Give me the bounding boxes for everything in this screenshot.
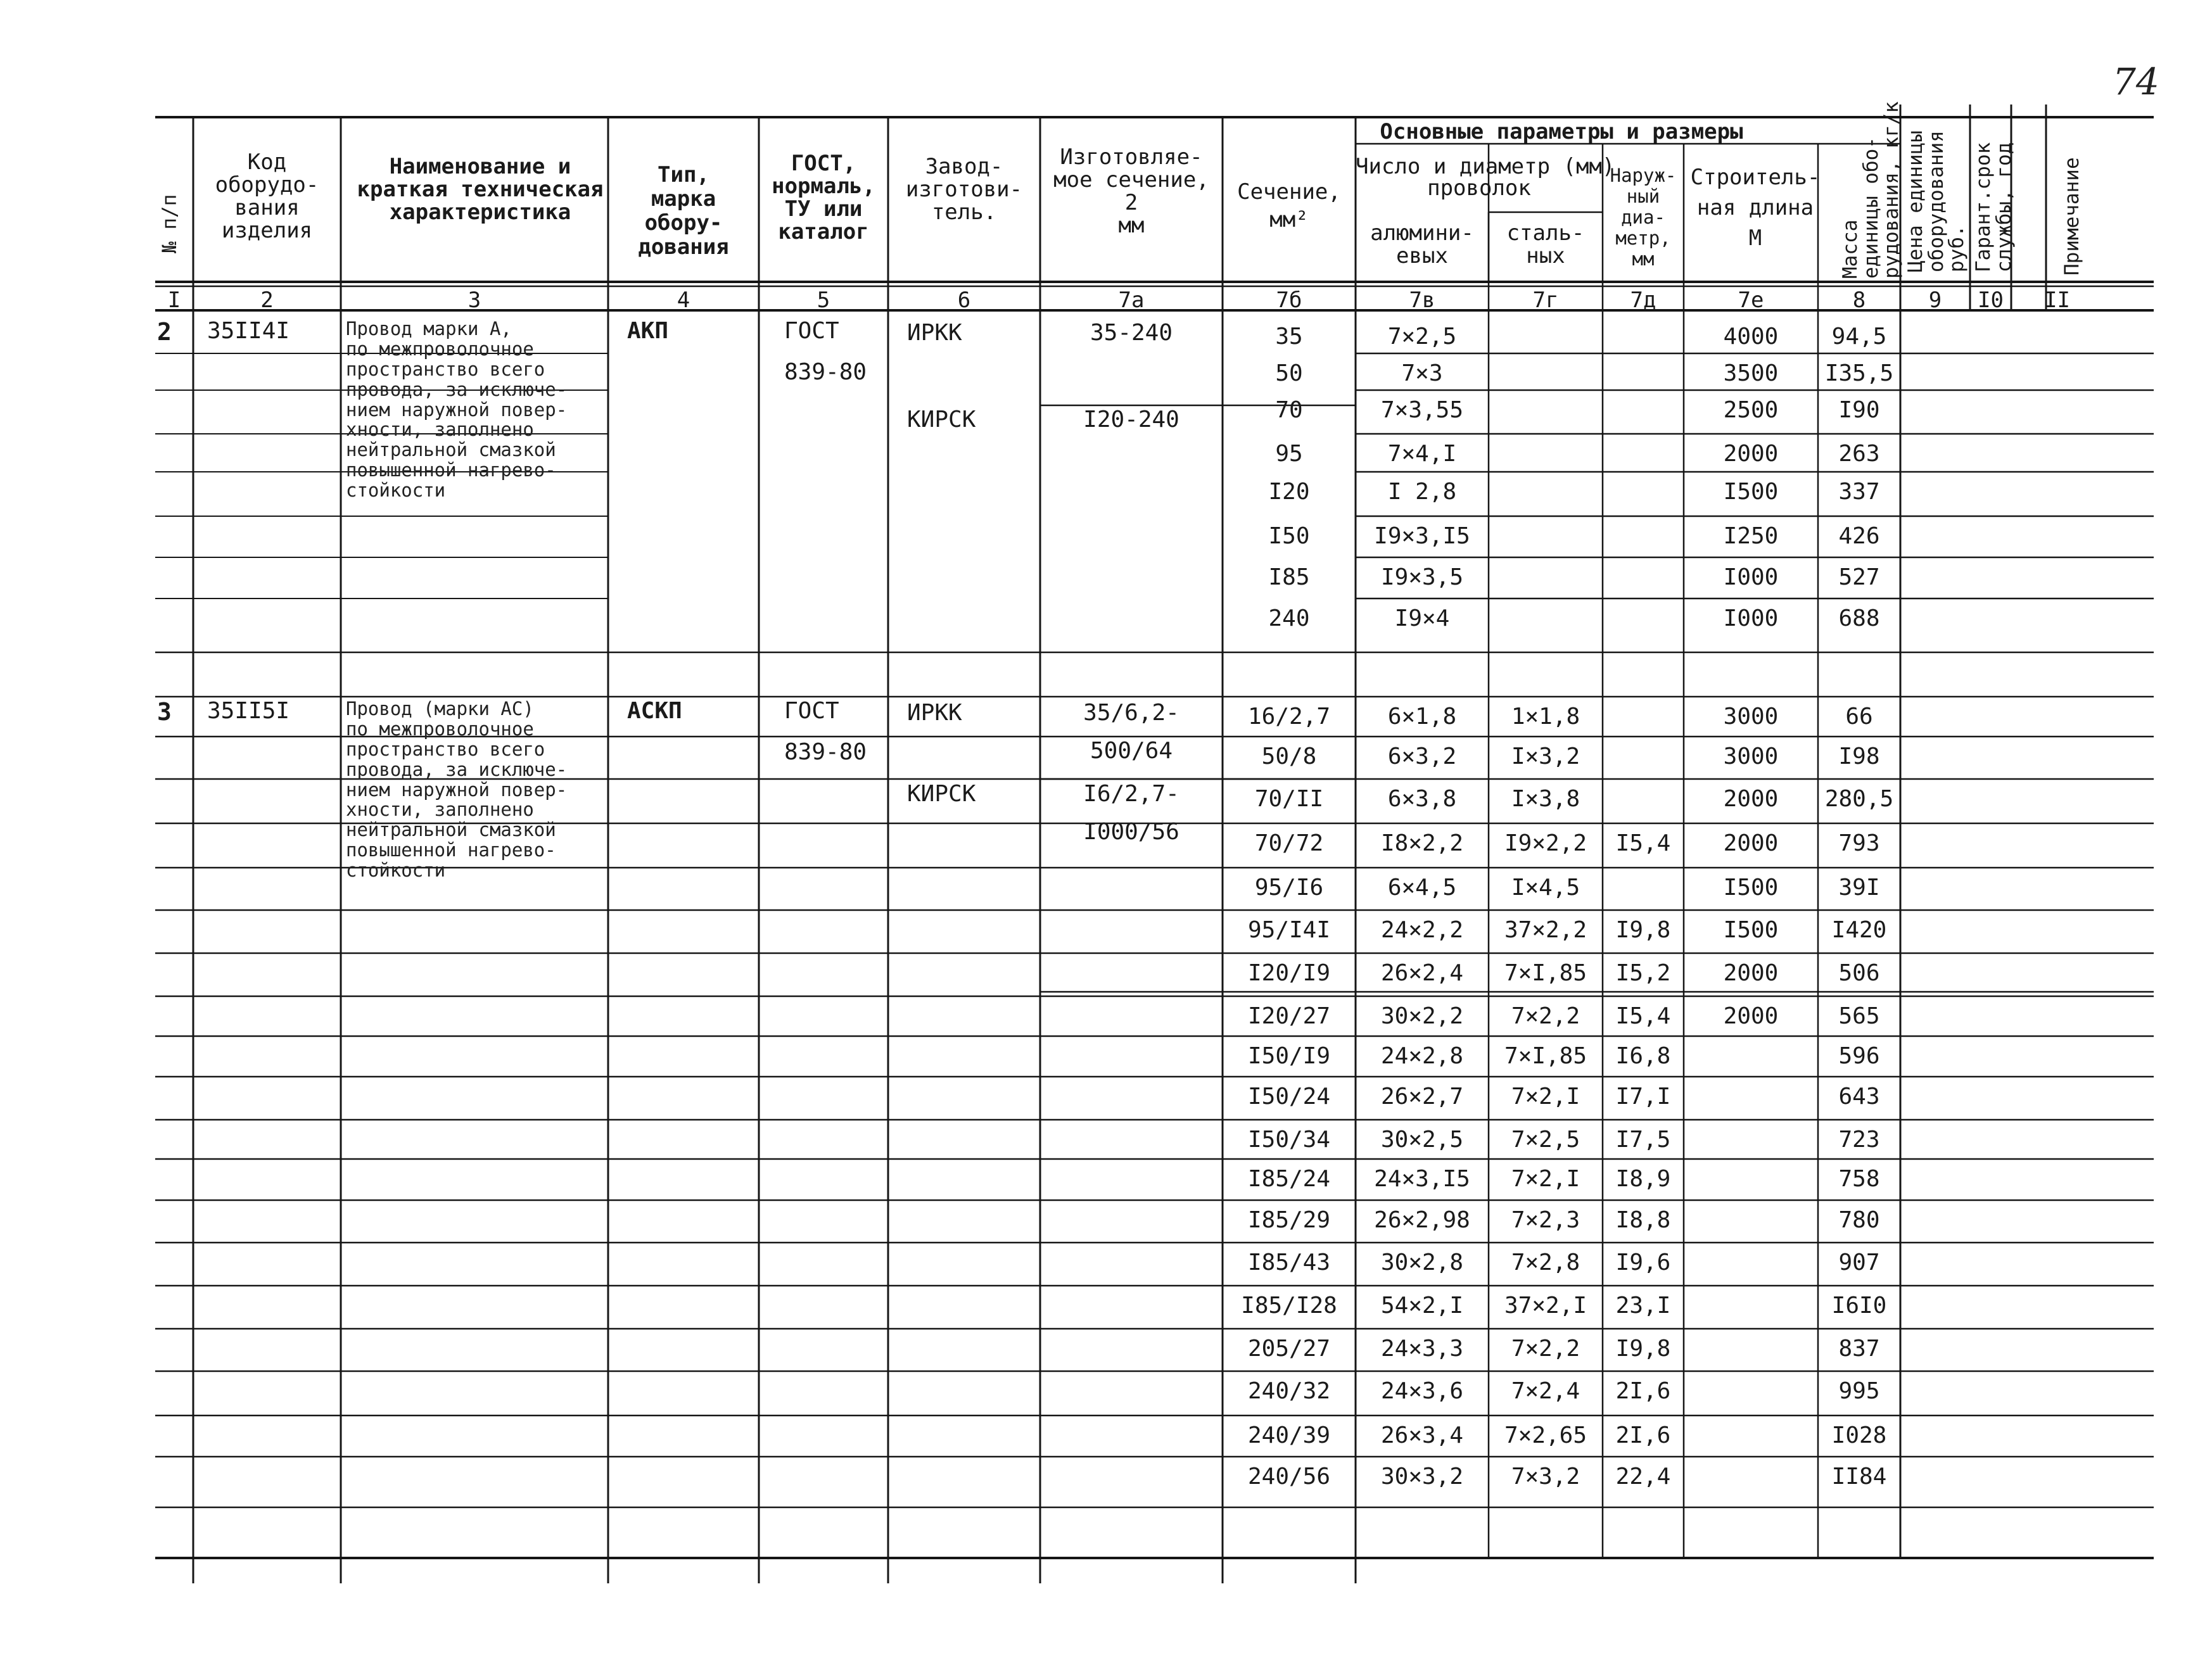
row-section: I50/34 — [1247, 1127, 1331, 1153]
row-alum-wires: 24×2,8 — [1380, 1043, 1464, 1069]
row-mass: II84 — [1831, 1464, 1887, 1490]
group1-factory: КИРСК — [907, 407, 976, 433]
header-build-length: ная длина — [1696, 195, 1814, 220]
column-number: 2 — [260, 288, 274, 313]
header-type: Тип, — [658, 162, 709, 187]
column-number: 7г — [1532, 288, 1559, 313]
group2-factory-range: I6/2,7- — [1083, 781, 1179, 807]
header-alum: евых — [1396, 243, 1448, 269]
row-alum-wires: 24×2,2 — [1380, 917, 1464, 943]
row-mass: 39I — [1838, 875, 1880, 901]
header-name: характеристика — [389, 200, 571, 225]
row-section: I85/43 — [1247, 1250, 1331, 1276]
group2-code: 35II5I — [207, 698, 290, 724]
row-section: 70 — [1275, 397, 1303, 423]
row-steel-wires: 7×2,2 — [1511, 1336, 1580, 1362]
header-alum: алюмини- — [1370, 220, 1474, 246]
row-alum-wires: 7×2,5 — [1387, 324, 1457, 350]
row-steel-wires: 7×2,65 — [1504, 1422, 1587, 1448]
row-section: 16/2,7 — [1247, 704, 1331, 730]
column-number: 4 — [677, 288, 690, 313]
row-mass: 94,5 — [1831, 324, 1887, 350]
header-factory: тель. — [931, 200, 997, 225]
row-mass: I98 — [1838, 744, 1880, 770]
row-build-length: 2000 — [1723, 441, 1779, 467]
row-section: 240/39 — [1247, 1422, 1331, 1448]
row-section: I20/I9 — [1247, 960, 1331, 986]
header-section-made: мое сечение, — [1053, 167, 1209, 193]
row-alum-wires: 26×2,4 — [1380, 960, 1464, 986]
header-build-length: М — [1748, 225, 1762, 251]
row-alum-wires: 6×3,8 — [1387, 786, 1457, 812]
row-mass: 723 — [1838, 1127, 1880, 1153]
row-section: I20 — [1268, 479, 1310, 505]
column-number: II — [2044, 288, 2070, 313]
row-alum-wires: I9×3,5 — [1380, 564, 1464, 590]
row-alum-wires: 6×3,2 — [1387, 744, 1457, 770]
column-number: 7а — [1118, 288, 1145, 313]
row-alum-wires: 6×1,8 — [1387, 704, 1457, 730]
group2-description: Провод (марки АС) по межпроволочное пространство всего провода, за исключе- нием наружной повер- хности, заполнено нейтральной смазкой повышенной нагрево- стойкости — [346, 698, 568, 882]
row-alum-wires: 24×3,I5 — [1374, 1166, 1470, 1192]
row-alum-wires: 7×4,I — [1387, 441, 1457, 467]
row-mass: 565 — [1838, 1003, 1880, 1029]
row-steel-wires: 7×2,3 — [1511, 1207, 1580, 1233]
header-name: Наименование и — [389, 154, 571, 179]
header-steel: сталь- — [1506, 220, 1585, 246]
group2-type: АСКП — [627, 698, 682, 724]
row-alum-wires: 30×3,2 — [1380, 1464, 1464, 1490]
header-section-made: 2 — [1124, 190, 1138, 215]
row-mass: 793 — [1838, 830, 1880, 856]
header-build-length: Строитель- — [1690, 165, 1821, 190]
header-code: оборудо- — [215, 172, 319, 198]
row-outer-diam: 23,I — [1615, 1293, 1671, 1319]
row-build-length: 2000 — [1723, 830, 1779, 856]
row-steel-wires: 7×2,8 — [1511, 1250, 1580, 1276]
row-mass: 337 — [1838, 479, 1880, 505]
page-number: 74 — [2113, 60, 2159, 103]
row-alum-wires: 54×2,I — [1380, 1293, 1464, 1319]
row-mass: 66 — [1845, 704, 1873, 730]
column-number: 6 — [957, 288, 971, 313]
row-outer-diam: 2I,6 — [1615, 1422, 1671, 1448]
group1-factory-range: I20-240 — [1083, 407, 1179, 433]
row-steel-wires: 7×2,2 — [1511, 1003, 1580, 1029]
row-section: 240/56 — [1247, 1464, 1331, 1490]
row-alum-wires: 26×2,98 — [1374, 1207, 1470, 1233]
row-section: I85/29 — [1247, 1207, 1331, 1233]
row-build-length: 3000 — [1723, 704, 1779, 730]
row-outer-diam: I6,8 — [1615, 1043, 1671, 1069]
row-steel-wires: 7×3,2 — [1511, 1464, 1580, 1490]
row-steel-wires: I×3,2 — [1511, 744, 1580, 770]
group2-number: 3 — [157, 698, 172, 726]
group1-gost: 839-80 — [784, 359, 867, 385]
row-mass: 780 — [1838, 1207, 1880, 1233]
row-mass: I420 — [1831, 917, 1887, 943]
row-build-length: I000 — [1723, 605, 1779, 631]
group1-description: Провод марки А, по межпроволочное пространство всего провода, за исключе- нием наружной повер- хности, заполнено нейтральной смазкой повышенной нагрево- стойкости — [346, 318, 568, 502]
row-outer-diam: I9,8 — [1615, 917, 1671, 943]
group1-factory-range: 35-240 — [1090, 320, 1173, 346]
header-num: № п/п — [158, 194, 181, 253]
row-mass: 263 — [1838, 441, 1880, 467]
row-alum-wires: 6×4,5 — [1387, 875, 1457, 901]
row-alum-wires: 30×2,5 — [1380, 1127, 1464, 1153]
row-outer-diam: I5,2 — [1615, 960, 1671, 986]
row-mass: 280,5 — [1824, 786, 1894, 812]
header-steel: ных — [1526, 243, 1565, 269]
row-build-length: I250 — [1723, 523, 1779, 549]
row-steel-wires: 1×1,8 — [1511, 704, 1580, 730]
row-mass: 995 — [1838, 1378, 1880, 1404]
header-section-made: мм — [1118, 213, 1145, 238]
row-section: 95/I4I — [1247, 917, 1331, 943]
group2-gost: 839-80 — [784, 739, 867, 765]
group2-gost: ГОСТ — [784, 698, 839, 724]
group2-factory-range: I000/56 — [1083, 819, 1179, 845]
row-alum-wires: I9×3,I5 — [1374, 523, 1470, 549]
row-outer-diam: I9,6 — [1615, 1250, 1671, 1276]
row-section: I50/24 — [1247, 1084, 1331, 1110]
row-steel-wires: 7×2,5 — [1511, 1127, 1580, 1153]
header-code: изделия — [221, 218, 313, 243]
row-section: I85 — [1268, 564, 1310, 590]
row-build-length: 2000 — [1723, 960, 1779, 986]
row-section: I85/24 — [1247, 1166, 1331, 1192]
row-outer-diam: I8,9 — [1615, 1166, 1671, 1192]
row-build-length: I000 — [1723, 564, 1779, 590]
row-alum-wires: 30×2,8 — [1380, 1250, 1464, 1276]
row-outer-diam: I5,4 — [1615, 830, 1671, 856]
header-section: Сечение, — [1237, 179, 1341, 205]
row-outer-diam: I8,8 — [1615, 1207, 1671, 1233]
header-main-params: Основные параметры и размеры — [1380, 119, 1743, 144]
row-build-length: I500 — [1723, 917, 1779, 943]
row-outer-diam: I9,8 — [1615, 1336, 1671, 1362]
row-alum-wires: I9×4 — [1394, 605, 1450, 631]
header-wires: Число и диаметр (мм) — [1356, 154, 1615, 179]
row-build-length: 2500 — [1723, 397, 1779, 423]
header-factory: Завод- — [925, 154, 1003, 179]
header-wires: проволок — [1427, 175, 1531, 201]
header-outer-diam: диа- — [1621, 206, 1665, 228]
header-warranty: Гарант.срок службы, год — [1972, 142, 2016, 272]
row-build-length: 3500 — [1723, 360, 1779, 386]
group2-factory: ИРКК — [907, 700, 962, 726]
row-mass: 506 — [1838, 960, 1880, 986]
row-build-length: 4000 — [1723, 324, 1779, 350]
header-type: марка — [651, 186, 716, 212]
row-mass: 426 — [1838, 523, 1880, 549]
row-alum-wires: 24×3,3 — [1380, 1336, 1464, 1362]
group1-factory: ИРКК — [907, 320, 962, 346]
row-steel-wires: 7×2,4 — [1511, 1378, 1580, 1404]
header-code: Код — [247, 149, 287, 175]
header-note: Примечание — [2061, 157, 2083, 276]
column-number: 9 — [1928, 288, 1942, 313]
column-number: 7в — [1409, 288, 1435, 313]
group2-factory: КИРСК — [907, 781, 976, 807]
column-number: 7е — [1738, 288, 1764, 313]
group1-gost: ГОСТ — [784, 318, 839, 344]
header-price: Цена единицы оборудования руб. — [1904, 130, 1969, 272]
row-section: 35 — [1275, 324, 1303, 350]
header-type: обору- — [644, 210, 723, 236]
column-number: 3 — [467, 288, 481, 313]
column-number: I0 — [1978, 288, 2004, 313]
row-build-length: I500 — [1723, 875, 1779, 901]
header-code: вания — [234, 195, 300, 220]
header-outer-diam: метр, — [1615, 227, 1671, 249]
row-mass: 596 — [1838, 1043, 1880, 1069]
row-outer-diam: 2I,6 — [1615, 1378, 1671, 1404]
column-number: 5 — [817, 288, 830, 313]
group2-factory-range: 35/6,2- — [1083, 700, 1179, 726]
column-number: 7д — [1630, 288, 1656, 313]
row-section: 240/32 — [1247, 1378, 1331, 1404]
row-outer-diam: 22,4 — [1615, 1464, 1671, 1490]
header-factory: изготови- — [905, 177, 1023, 202]
column-number: I — [167, 288, 181, 313]
column-number: 8 — [1852, 288, 1866, 313]
row-mass: 907 — [1838, 1250, 1880, 1276]
row-section: 70/II — [1254, 786, 1324, 812]
header-gost: нормаль, — [772, 174, 875, 199]
row-section: 95/I6 — [1254, 875, 1324, 901]
row-section: I85/I28 — [1241, 1293, 1337, 1319]
row-build-length: 3000 — [1723, 744, 1779, 770]
group1-number: 2 — [157, 318, 172, 346]
row-section: 50 — [1275, 360, 1303, 386]
row-outer-diam: I5,4 — [1615, 1003, 1671, 1029]
row-steel-wires: 7×2,I — [1511, 1166, 1580, 1192]
header-name: краткая техническая — [357, 177, 604, 202]
header-gost: ТУ или — [784, 196, 863, 222]
row-section: 50/8 — [1261, 744, 1317, 770]
group1-code: 35II4I — [207, 318, 290, 344]
row-steel-wires: I×4,5 — [1511, 875, 1580, 901]
row-mass: I35,5 — [1824, 360, 1894, 386]
group1-type: АКП — [627, 318, 669, 344]
row-outer-diam: I7,I — [1615, 1084, 1671, 1110]
row-mass: 527 — [1838, 564, 1880, 590]
header-outer-diam: ный — [1626, 186, 1660, 207]
row-steel-wires: 7×I,85 — [1504, 1043, 1587, 1069]
row-steel-wires: 7×I,85 — [1504, 960, 1587, 986]
row-outer-diam: I7,5 — [1615, 1127, 1671, 1153]
row-build-length: I500 — [1723, 479, 1779, 505]
row-mass: 837 — [1838, 1336, 1880, 1362]
row-alum-wires: 30×2,2 — [1380, 1003, 1464, 1029]
row-build-length: 2000 — [1723, 786, 1779, 812]
row-section: I50 — [1268, 523, 1310, 549]
group2-factory-range: 500/64 — [1090, 738, 1173, 764]
header-outer-diam: Наруж- — [1610, 165, 1677, 186]
row-section: I50/I9 — [1247, 1043, 1331, 1069]
row-section: 205/27 — [1247, 1336, 1331, 1362]
row-alum-wires: 26×3,4 — [1380, 1422, 1464, 1448]
header-section: мм² — [1269, 207, 1309, 232]
row-mass: 643 — [1838, 1084, 1880, 1110]
row-steel-wires: I9×2,2 — [1504, 830, 1587, 856]
header-type: дования — [638, 234, 729, 260]
header-mass: Масса единицы обо- рудования, кг/к — [1839, 101, 1904, 279]
row-alum-wires: 7×3,55 — [1380, 397, 1464, 423]
header-gost: каталог — [778, 219, 869, 244]
row-alum-wires: I8×2,2 — [1380, 830, 1464, 856]
header-section-made: Изготовляе- — [1060, 144, 1203, 170]
header-outer-diam: мм — [1632, 248, 1655, 270]
row-section: 70/72 — [1254, 830, 1324, 856]
row-steel-wires: 37×2,2 — [1504, 917, 1587, 943]
row-alum-wires: 24×3,6 — [1380, 1378, 1464, 1404]
header-gost: ГОСТ, — [791, 151, 856, 176]
row-section: I20/27 — [1247, 1003, 1331, 1029]
row-section: 95 — [1275, 441, 1303, 467]
column-number: 7б — [1276, 288, 1302, 313]
row-mass: 758 — [1838, 1166, 1880, 1192]
row-steel-wires: I×3,8 — [1511, 786, 1580, 812]
row-steel-wires: 7×2,I — [1511, 1084, 1580, 1110]
row-mass: 688 — [1838, 605, 1880, 631]
row-section: 240 — [1268, 605, 1310, 631]
row-alum-wires: 26×2,7 — [1380, 1084, 1464, 1110]
row-alum-wires: 7×3 — [1401, 360, 1443, 386]
row-build-length: 2000 — [1723, 1003, 1779, 1029]
row-mass: I90 — [1838, 397, 1880, 423]
row-mass: I028 — [1831, 1422, 1887, 1448]
row-mass: I6I0 — [1831, 1293, 1887, 1319]
row-steel-wires: 37×2,I — [1504, 1293, 1587, 1319]
row-alum-wires: I 2,8 — [1387, 479, 1457, 505]
